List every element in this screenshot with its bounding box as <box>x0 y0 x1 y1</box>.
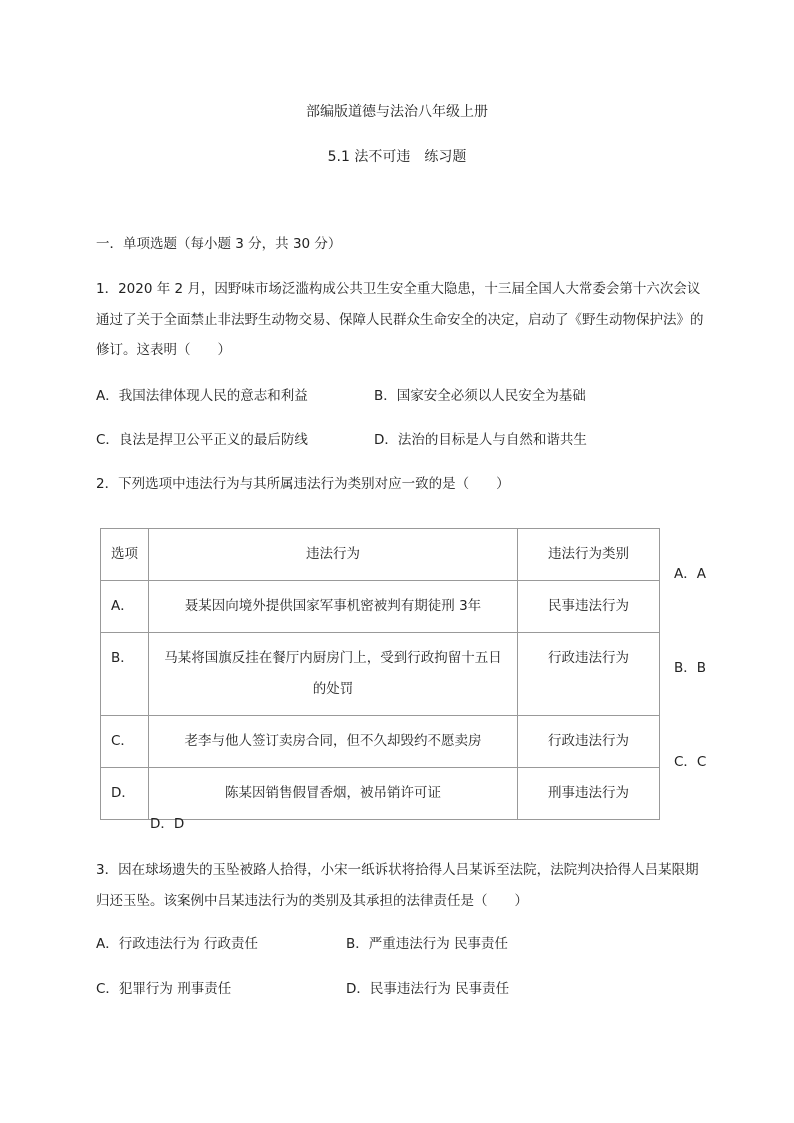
question-1-option-b: B．国家安全必须以人民安全为基础 <box>374 388 586 404</box>
document-title: 部编版道德与法治八年级上册 <box>306 104 488 120</box>
table-header-row <box>101 529 660 581</box>
question-2-answer-c: C．C <box>674 754 707 770</box>
table-cell: C． <box>111 733 134 749</box>
question-2-answer-d: D．D <box>150 816 185 832</box>
table-cell: D． <box>111 785 135 801</box>
question-1-option-a: A．我国法律体现人民的意志和利益 <box>96 388 308 404</box>
question-3-option-d: D．民事违法行为 民事责任 <box>346 981 510 997</box>
table-cell: 老李与他人签订卖房合同，但不久却毁约不愿卖房 <box>184 733 482 749</box>
table-row <box>101 581 660 633</box>
table-header: 选项 <box>111 546 138 562</box>
question-2-answer-b: B．B <box>674 660 707 676</box>
question-3-option-b: B．严重违法行为 民事责任 <box>346 936 509 952</box>
document-subtitle: 5.1 法不可违 练习题 <box>327 149 467 165</box>
table-row <box>101 633 660 716</box>
table-cell: 聂某因向境外提供国家军事机密被判有期徒刑 3年 <box>184 598 482 614</box>
question-1-option-c: C．良法是捍卫公平正义的最后防线 <box>96 432 308 448</box>
question-2-stem: 2．下列选项中违法行为与其所属违法行为类别对应一致的是（ ） <box>96 476 510 492</box>
table-cell: 民事违法行为 <box>548 598 629 614</box>
question-2-answer-a: A．A <box>674 566 706 582</box>
table-header: 违法行为类别 <box>548 546 629 562</box>
question-1-option-d: D．法治的目标是人与自然和谐共生 <box>374 432 587 448</box>
table-cell: 陈某因销售假冒香烟，被吊销许可证 <box>225 785 441 801</box>
question-1-stem: 1．2020 年 2 月，因野味市场泛滥构成公共卫生安全重大隐患，十三届全国人大常委会第十六次会议通过了关于全面禁止非法野生动物交易、保障人民群众生命安全的决定，启动了《野生动物保护法》的修订。这表明（ ） <box>96 281 704 358</box>
question-2-table <box>100 528 660 820</box>
question-3-option-c: C．犯罪行为 刑事责任 <box>96 981 232 997</box>
table-cell: A． <box>111 598 134 614</box>
table-row <box>101 768 660 820</box>
table-row <box>101 716 660 768</box>
table-cell: 行政违法行为 <box>548 733 629 749</box>
table-cell: 行政违法行为 <box>548 650 629 666</box>
table-header: 违法行为 <box>306 546 360 562</box>
section-heading: 一．单项选题（每小题 3 分，共 30 分） <box>96 236 342 252</box>
table-cell: 马某将国旗反挂在餐厅内厨房门上，受到行政拘留十五日的处罚 <box>164 650 502 697</box>
table-cell: B． <box>111 650 134 666</box>
table-cell: 刑事违法行为 <box>548 785 629 801</box>
question-3-stem: 3．因在球场遗失的玉坠被路人拾得，小宋一纸诉状将拾得人吕某诉至法院，法院判决拾得人吕某限期归还玉坠。该案例中吕某违法行为的类别及其承担的法律责任是（ ） <box>96 862 699 909</box>
question-3-option-a: A．行政违法行为 行政责任 <box>96 936 259 952</box>
